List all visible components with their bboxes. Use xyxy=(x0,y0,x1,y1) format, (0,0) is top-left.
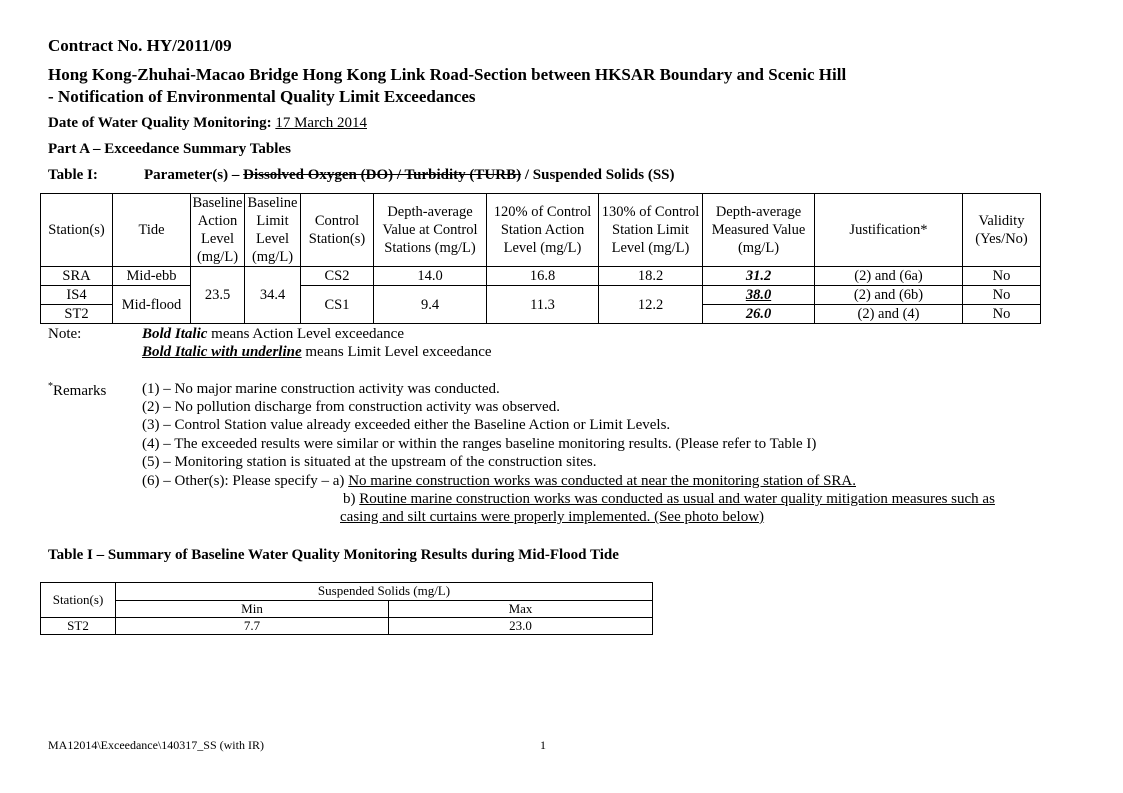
control-station-cell: CS1 xyxy=(301,286,374,324)
footer-file-path: MA12014\Exceedance\140317_SS (with IR) xyxy=(48,738,264,752)
remarks-label-text: Remarks xyxy=(53,383,107,399)
note-action-emphasis: Bold Italic xyxy=(142,326,208,342)
justification-cell: (2) and (6a) xyxy=(815,267,963,286)
remark-item-6b-continued: casing and silt curtains were properly implemented. (See photo below) xyxy=(340,509,765,525)
exceedance-table xyxy=(40,193,1041,324)
action-120-cell: 11.3 xyxy=(487,286,599,324)
remark-item-6 xyxy=(142,473,856,490)
summary-station-header: Station(s) xyxy=(41,583,116,618)
summary-station-cell: ST2 xyxy=(41,618,116,635)
header-cell: Justification* xyxy=(815,194,963,267)
monitoring-date-label: Date of Water Quality Monitoring: xyxy=(48,115,272,131)
measured-value-cell: 31.2 xyxy=(703,267,815,286)
parameter-prefix: Parameter(s) – xyxy=(144,167,244,183)
summary-group-header: Suspended Solids (mg/L) xyxy=(116,583,653,601)
station-cell: ST2 xyxy=(41,305,113,324)
header-cell: Station(s) xyxy=(41,194,113,267)
station-cell: SRA xyxy=(41,267,113,286)
tide-cell: Mid-ebb xyxy=(113,267,191,286)
monitoring-date-line xyxy=(48,115,367,132)
summary-max-cell: 23.0 xyxy=(389,618,653,635)
remark-item: (1) – No major marine construction activity was conducted. xyxy=(142,381,500,397)
table-label: Table I: xyxy=(48,167,98,183)
header-cell: Depth-average Measured Value (mg/L) xyxy=(703,194,815,267)
header-cell: Tide xyxy=(113,194,191,267)
station-cell: IS4 xyxy=(41,286,113,305)
parameter-suffix: / Suspended Solids (SS) xyxy=(521,167,675,183)
limit-130-cell: 18.2 xyxy=(599,267,703,286)
table-header-row xyxy=(41,194,1041,267)
remark-6b-text: Routine marine construction works was conducted as usual and water quality mitigation measures such as xyxy=(359,491,995,507)
table-row xyxy=(41,618,653,635)
contract-number: Contract No. HY/2011/09 xyxy=(48,36,232,55)
note-action-text: means Action Level exceedance xyxy=(207,326,404,342)
remark-item: (3) – Control Station value already exceeded either the Baseline Action or Limit Levels. xyxy=(142,417,671,433)
remark-item-6b xyxy=(343,491,995,508)
note-action-level xyxy=(142,326,404,343)
header-cell: Control Station(s) xyxy=(301,194,374,267)
document-title-line2: - Notification of Environmental Quality Limit Exceedances xyxy=(48,87,476,106)
note-label: Note: xyxy=(48,326,82,342)
baseline-summary-table xyxy=(40,582,653,635)
remark-item: (2) – No pollution discharge from construction activity was observed. xyxy=(142,399,560,415)
note-limit-emphasis: Bold Italic with underline xyxy=(142,344,302,360)
action-120-cell: 16.8 xyxy=(487,267,599,286)
baseline-limit-cell: 34.4 xyxy=(245,267,301,324)
remarks-label xyxy=(48,381,106,400)
header-cell: Depth-average Value at Control Stations (mg/L) xyxy=(374,194,487,267)
remark-6a-text: No marine construction works was conducted at near the monitoring station of SRA. xyxy=(348,473,856,489)
summary-min-header: Min xyxy=(116,600,389,618)
validity-cell: No xyxy=(963,267,1041,286)
baseline-action-cell: 23.5 xyxy=(191,267,245,324)
parameter-struck: Dissolved Oxygen (DO) / Turbidity (TURB) xyxy=(243,167,522,183)
measured-value-cell: 38.0 xyxy=(703,286,815,305)
remark-6b-prefix: b) xyxy=(343,491,360,507)
header-cell: 130% of Control Station Limit Level (mg/L) xyxy=(599,194,703,267)
remark-item: (5) – Monitoring station is situated at the upstream of the construction sites. xyxy=(142,454,597,470)
limit-130-cell: 12.2 xyxy=(599,286,703,324)
justification-cell: (2) and (4) xyxy=(815,305,963,324)
header-cell: Baseline Action Level (mg/L) xyxy=(191,194,245,267)
summary-table-title: Table I – Summary of Baseline Water Quality Monitoring Results during Mid-Flood Tide xyxy=(48,547,619,563)
summary-max-header: Max xyxy=(389,600,653,618)
table-row xyxy=(41,267,1041,286)
summary-subheader-row xyxy=(41,600,653,618)
parameter-line xyxy=(144,167,675,184)
measured-value-cell: 26.0 xyxy=(703,305,815,324)
depth-average-control-cell: 14.0 xyxy=(374,267,487,286)
page-number: 1 xyxy=(540,738,546,752)
validity-cell: No xyxy=(963,305,1041,324)
summary-min-cell: 7.7 xyxy=(116,618,389,635)
control-station-cell: CS2 xyxy=(301,267,374,286)
header-cell: Validity (Yes/No) xyxy=(963,194,1041,267)
remark-6-prefix: (6) – Other(s): Please specify – a) xyxy=(142,473,349,489)
note-limit-text: means Limit Level exceedance xyxy=(301,344,492,360)
summary-header-row xyxy=(41,583,653,601)
header-cell: Baseline Limit Level (mg/L) xyxy=(245,194,301,267)
tide-cell: Mid-flood xyxy=(113,286,191,324)
document-title-line1: Hong Kong-Zhuhai-Macao Bridge Hong Kong Link Road-Section between HKSAR Boundary and Scenic Hill xyxy=(48,65,847,84)
monitoring-date-value: 17 March 2014 xyxy=(275,115,367,131)
depth-average-control-cell: 9.4 xyxy=(374,286,487,324)
header-cell: 120% of Control Station Action Level (mg/L) xyxy=(487,194,599,267)
remarks-asterisk: * xyxy=(48,381,53,392)
remark-item: (4) – The exceeded results were similar or within the ranges baseline monitoring results. (Please refer to Table I) xyxy=(142,436,817,452)
part-a-heading: Part A – Exceedance Summary Tables xyxy=(48,141,291,157)
validity-cell: No xyxy=(963,286,1041,305)
note-limit-level xyxy=(142,344,492,361)
justification-cell: (2) and (6b) xyxy=(815,286,963,305)
